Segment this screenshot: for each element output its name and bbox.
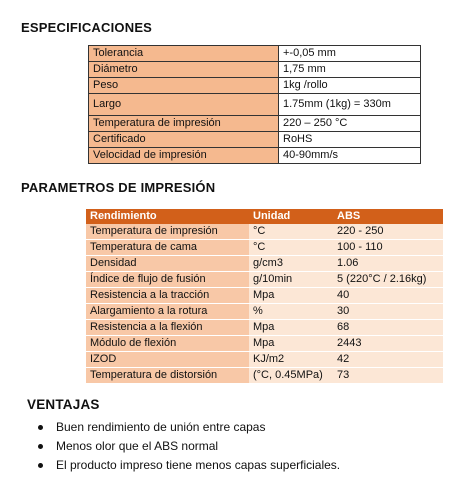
table-row [86,240,443,256]
table-row [86,368,443,384]
param-name: Temperatura de distorsión [86,368,249,384]
param-unit: % [249,304,333,320]
table-row [89,94,421,116]
spec-label: Velocidad de impresión [89,148,279,164]
print-parameters-heading: PARAMETROS DE IMPRESIÓN [21,180,216,195]
bullet-icon [38,425,43,430]
param-unit: Mpa [249,288,333,304]
advantages-heading: VENTAJAS [27,397,100,412]
spec-value: 1.75mm (1kg) = 330m [279,94,421,116]
spec-value: 1kg /rollo [279,78,421,94]
param-value: 68 [333,320,443,336]
table-row [89,148,421,164]
spec-value: 1,75 mm [279,62,421,78]
param-value: 42 [333,352,443,368]
bullet-icon [38,463,43,468]
param-unit: °C [249,240,333,256]
table-row [86,320,443,336]
spec-label: Largo [89,94,279,116]
param-value: 1.06 [333,256,443,272]
spec-value: 220 – 250 °C [279,116,421,132]
table-row [86,224,443,240]
param-unit: °C [249,224,333,240]
list-item [34,418,340,437]
list-item [34,437,340,456]
param-name: Densidad [86,256,249,272]
param-value: 100 - 110 [333,240,443,256]
param-value: 5 (220°C / 2.16kg) [333,272,443,288]
param-name: Índice de flujo de fusión [86,272,249,288]
spec-label: Peso [89,78,279,94]
column-header-performance: Rendimiento [86,209,249,224]
table-header-row [86,209,443,224]
param-value: 40 [333,288,443,304]
param-value: 2443 [333,336,443,352]
param-value: 73 [333,368,443,384]
spec-value: RoHS [279,132,421,148]
table-row [89,78,421,94]
spec-value: +-0,05 mm [279,46,421,62]
table-row [89,62,421,78]
bullet-icon [38,444,43,449]
spec-value: 40-90mm/s [279,148,421,164]
param-name: Resistencia a la flexión [86,320,249,336]
spec-label: Certificado [89,132,279,148]
param-name: Temperatura de cama [86,240,249,256]
advantage-text: Menos olor que el ABS normal [56,439,219,453]
param-value: 220 - 250 [333,224,443,240]
advantage-text: El producto impreso tiene menos capas superficiales. [56,458,341,472]
spec-label: Tolerancia [89,46,279,62]
specifications-table [88,45,421,164]
table-row [86,304,443,320]
spec-label: Temperatura de impresión [89,116,279,132]
param-name: Temperatura de impresión [86,224,249,240]
table-row [86,256,443,272]
param-name: Alargamiento a la rotura [86,304,249,320]
advantage-text: Buen rendimiento de unión entre capas [56,420,266,434]
print-parameters-table [86,209,443,383]
table-row [89,132,421,148]
specifications-heading: ESPECIFICACIONES [21,20,153,35]
list-item [34,456,340,475]
table-row [86,288,443,304]
param-value: 30 [333,304,443,320]
param-unit: g/cm3 [249,256,333,272]
table-row [89,116,421,132]
table-row [86,272,443,288]
param-name: IZOD [86,352,249,368]
column-header-unit: Unidad [249,209,333,224]
param-name: Módulo de flexión [86,336,249,352]
param-unit: (°C, 0.45MPa) [249,368,333,384]
param-unit: Mpa [249,320,333,336]
advantages-list [34,418,340,475]
table-row [89,46,421,62]
table-row [86,336,443,352]
param-unit: g/10min [249,272,333,288]
param-unit: KJ/m2 [249,352,333,368]
table-row [86,352,443,368]
column-header-abs: ABS [333,209,443,224]
param-name: Resistencia a la tracción [86,288,249,304]
param-unit: Mpa [249,336,333,352]
spec-label: Diámetro [89,62,279,78]
